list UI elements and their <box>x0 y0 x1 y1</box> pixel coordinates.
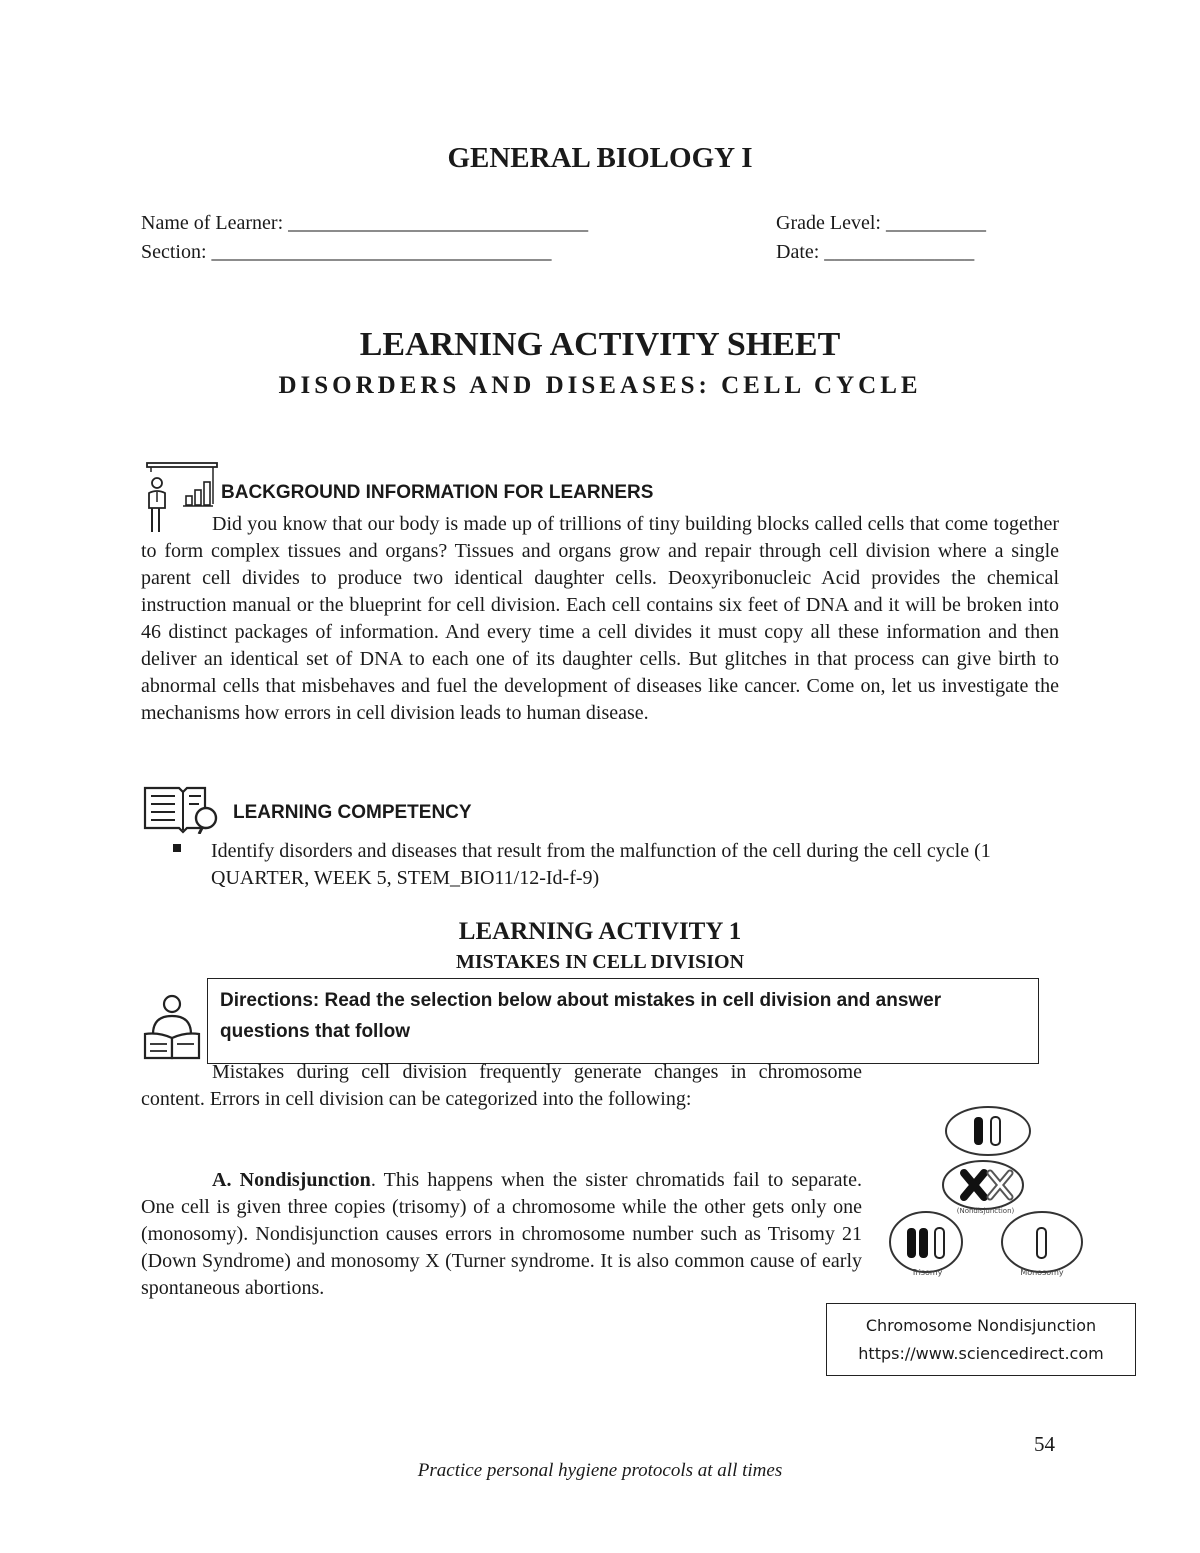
sheet-subtitle: DISORDERS AND DISEASES: CELL CYCLE <box>278 372 922 399</box>
intro-paragraph: Mistakes during cell division frequently generate changes in chromosome content. Errors in cell division can be categorized into the following: <box>141 1061 862 1110</box>
sheet-title: LEARNING ACTIVITY SHEET <box>359 326 841 363</box>
name-of-learner-field: Name of Learner: ______________________________ <box>141 212 589 234</box>
background-heading: BACKGROUND INFORMATION FOR LEARNERS <box>221 482 654 503</box>
directions-box: Directions: Read the selection below about mistakes in cell division and answer questions that follow <box>207 978 1039 1064</box>
nondisjunction-figure-label: (Nondisjunction) <box>956 1207 1015 1215</box>
nondisjunction-paragraph <box>141 1167 862 1302</box>
nondisjunction-text: . This happens when the sister chromatids fail to separate. One cell is given three copies (trisomy) of a chromosome while the other gets only one (monosomy). Nondisjunction causes errors in chromosome number such as Trisomy 21 (Down Syndrome) and monosomy X (Turner syndrome. It is also common cause of early spontaneous abortions. <box>141 1169 862 1299</box>
figure-caption <box>826 1303 1136 1376</box>
book-magnifier-icon <box>141 782 225 834</box>
grade-level-field: Grade Level: __________ <box>776 212 986 234</box>
monosomy-label: Monosomy <box>1020 1268 1064 1277</box>
section-field: Section: __________________________________ <box>141 241 552 263</box>
caption-title: Chromosome Nondisjunction <box>865 1316 1097 1335</box>
date-field: Date: _______________ <box>776 241 975 263</box>
competency-heading: LEARNING COMPETENCY <box>233 802 472 823</box>
bullet-icon <box>173 844 181 852</box>
caption-source-link: https://www.sciencedirect.com <box>858 1344 1104 1363</box>
competency-list <box>176 838 1056 892</box>
list-item <box>176 838 1056 892</box>
trisomy-label: Trisomy <box>911 1268 943 1277</box>
activity-subtitle: MISTAKES IN CELL DIVISION <box>455 951 745 973</box>
nondisjunction-label: A. Nondisjunction <box>212 1169 371 1191</box>
page-number: 54 <box>1034 1432 1055 1456</box>
background-paragraph: Did you know that our body is made up of trillions of tiny building blocks called cells that come together to form complex tissues and organs? Tissues and organs grow and repair through cell division where a single parent cell divides to produce two identical daughter cells. Deoxyribonucleic Acid provides the chemical instruction manual or the blueprint for cell division. Each cell contains six feet of DNA and it will be broken into 46 distinct packages of information. And every time a cell divides it must copy all these information and then deliver an identical set of DNA to each one of its daughter cells. But glitches in that process can give birth to abnormal cells that misbehaves and fuel the development of diseases like cancer. Come on, let us investigate the mechanisms how errors in cell division leads to human disease. <box>141 513 1059 724</box>
reading-person-icon <box>141 994 207 1060</box>
footer-note: Practice personal hygiene protocols at all times <box>417 1460 783 1481</box>
nondisjunction-diagram <box>888 1104 1088 1282</box>
competency-item-text: Identify disorders and diseases that result from the malfunction of the cell during the cell cycle (1 QUARTER, WEEK 5, STEM_BIO11/12-Id-f-9) <box>211 840 991 889</box>
activity-title: LEARNING ACTIVITY 1 <box>458 918 742 945</box>
course-title: GENERAL BIOLOGY I <box>447 142 753 174</box>
